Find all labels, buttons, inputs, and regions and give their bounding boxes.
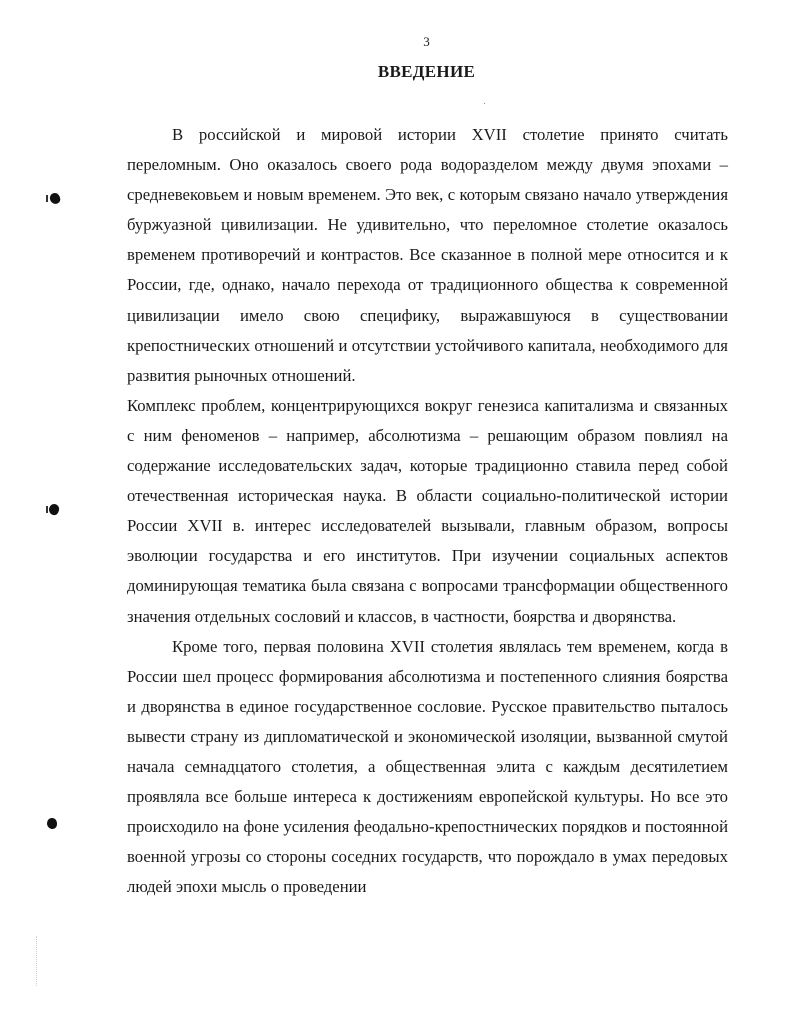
hole-punch-mark-top xyxy=(48,192,61,206)
hole-punch-tick-middle xyxy=(46,506,48,513)
page-heading: ВВЕДЕНИЕ xyxy=(377,62,476,81)
speck-mark xyxy=(484,103,485,104)
scan-edge-dots xyxy=(36,936,38,986)
hole-punch-mark-bottom xyxy=(47,818,57,829)
hole-punch-mark-middle xyxy=(48,503,61,516)
paragraph-3: Кроме того, первая половина XVII столетия являлась тем временем, когда в России шел процесс формирования абсолютизма и постепенного слияния боярства и дворянства в единое государственное сословие. Русское правительство пыталось вывести страну из дипломатической и экономической изоляции, вызванной смутой начала семнадцатого столетия, а общественная элита с каждым десятилетием проявляла все больше интереса к достижениям европейской культуры. Но все это происходило на фоне усиления феодально-крепостнических порядков и постоянной военной угрозы со стороны соседних государств, что порождало в умах передовых людей эпохи мысль о проведении xyxy=(127,636,728,897)
paragraph-1: В российской и мировой истории XVII столетие принято считать переломным. Оно оказалось своего рода водоразделом между двумя эпохами – средневековьем и новым временем. Это век, с которым связано начало утверждения буржуазной цивилизации. Не удивительно, что переломное столетие оказалось временем противоречий и контрастов. Все сказанное в полной мере относится и к России, где, однако, начало перехода от традиционного общества к современной цивилизации имело свою специфику, выражавшуюся в существовании крепостнических отношений и отсутствии устойчивого капитала, необходимого для развития рыночных отношений. xyxy=(127,125,728,385)
paragraph-2: Комплекс проблем, концентрирующихся вокруг генезиса капитализма и связанных с ним феноменов – например, абсолютизма – решающим образом повлиял на содержание исследовательских задач, которые традиционно ставила перед собой отечественная историческая наука. В области социально-политической истории России XVII в. интерес исследователей вызывали, главным образом, вопросы эволюции государства и его институтов. При изучении социальных аспектов доминирующая тематика была связана с вопросами трансформации общественного значения отдельных сословий и классов, в частности, боярства и дворянства. xyxy=(127,395,728,626)
hole-punch-tick-top xyxy=(46,195,48,202)
page-number: 3 xyxy=(423,34,430,49)
body-text xyxy=(127,120,728,902)
